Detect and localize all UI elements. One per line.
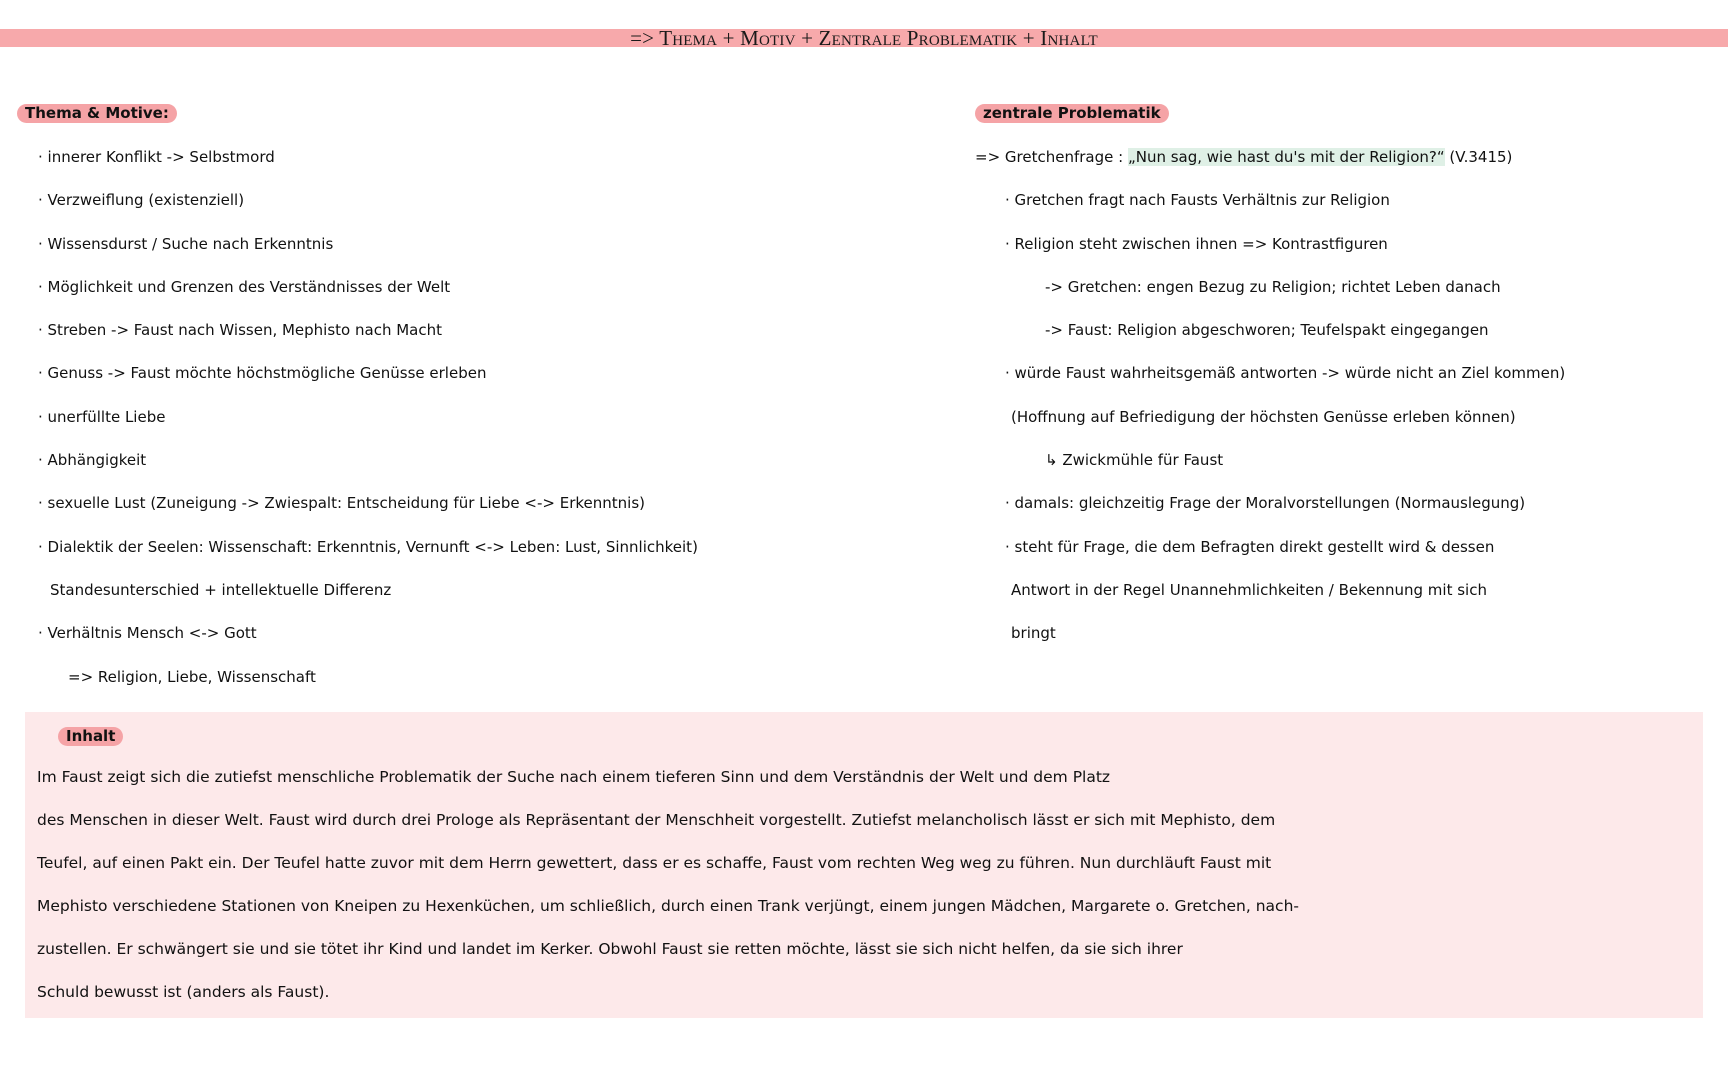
section-heading-inhalt xyxy=(58,726,123,746)
paragraph-line: Mephisto verschiedene Stationen von Kneipen zu Hexenküchen, um schließlich, durch einen Trank verjüngt, einem jungen Mädchen, Margarete o. Gretchen, nach- xyxy=(37,897,1299,915)
page-title: => Thema + Motiv + Zentrale Problematik + Inhalt xyxy=(630,26,1098,50)
list-item: · damals: gleichzeitig Frage der Moralvorstellungen (Normauslegung) xyxy=(1005,494,1526,513)
list-item: · sexuelle Lust (Zuneigung -> Zwiespalt: Entscheidung für Liebe <-> Erkenntnis) xyxy=(38,494,646,513)
list-item: · Abhängigkeit xyxy=(38,451,147,470)
paragraph-line: des Menschen in dieser Welt. Faust wird durch drei Prologe als Repräsentant der Menschheit vorgestellt. Zutiefst melancholisch lässt er sich mit Mephisto, dem xyxy=(37,811,1276,829)
list-item-continuation: Standesunterschied + intellektuelle Differenz xyxy=(50,580,392,599)
list-item: · Wissensdurst / Suche nach Erkenntnis xyxy=(38,234,334,253)
list-item-conclusion: => Religion, Liebe, Wissenschaft xyxy=(68,667,316,686)
list-item: · würde Faust wahrheitsgemäß antworten -> würde nicht an Ziel kommen) xyxy=(1005,364,1566,383)
content-paragraph xyxy=(37,756,1697,1014)
heading-highlight: Thema & Motive: xyxy=(17,104,177,123)
content-section xyxy=(25,712,1703,1018)
heading-highlight: Inhalt xyxy=(58,727,123,746)
list-item: · Möglichkeit und Grenzen des Verständnisses der Welt xyxy=(38,277,451,296)
list-item: · innerer Konflikt -> Selbstmord xyxy=(38,148,275,166)
paragraph-line: Im Faust zeigt sich die zutiefst menschliche Problematik der Suche nach einem tieferen Sinn und dem Verständnis der Welt und dem Platz xyxy=(37,768,1111,786)
verse-reference: (V.3415) xyxy=(1444,148,1513,166)
list-item: · Verzweiflung (existenziell) xyxy=(38,191,245,210)
section-heading-problematik xyxy=(975,103,1169,123)
gretchenfrage-quote: „Nun sag, wie hast du's mit der Religion?“ xyxy=(1127,148,1445,166)
paragraph-line: zustellen. Er schwängert sie und sie tötet ihr Kind und landet im Kerker. Obwohl Faust sie retten möchte, lässt sie sich nicht helfen, da sie sich ihrer xyxy=(37,940,1183,958)
list-item: · Religion steht zwischen ihnen => Kontrastfiguren xyxy=(1005,234,1388,253)
list-item-sub: -> Faust: Religion abgeschworen; Teufelspakt eingegangen xyxy=(1045,321,1489,340)
list-item-continuation: (Hoffnung auf Befriedigung der höchsten Genüsse erleben können) xyxy=(1011,407,1516,426)
list-item: · Verhältnis Mensch <-> Gott xyxy=(38,624,257,643)
gretchenfrage-line xyxy=(975,136,1715,179)
gretchenfrage-label: => Gretchenfrage : xyxy=(975,148,1128,166)
list-item: · Dialektik der Seelen: Wissenschaft: Erkenntnis, Vernunft <-> Leben: Lust, Sinnlichkeit) xyxy=(38,537,698,556)
problematik-list xyxy=(975,136,1715,656)
list-item-continuation: Antwort in der Regel Unannehmlichkeiten / Bekennung mit sich xyxy=(1011,580,1487,599)
paragraph-line: Schuld bewusst ist (anders als Faust). xyxy=(37,983,330,1001)
list-item-sub: -> Gretchen: engen Bezug zu Religion; richtet Leben danach xyxy=(1045,277,1501,296)
list-item: · Genuss -> Faust möchte höchstmögliche Genüsse erleben xyxy=(38,364,487,383)
list-item-continuation: bringt xyxy=(1011,624,1056,643)
paragraph-line: Teufel, auf einen Pakt ein. Der Teufel hatte zuvor mit dem Herrn gewettert, dass er es schaffe, Faust vom rechten Weg weg zu führen. Nun durchläuft Faust mit xyxy=(37,854,1272,872)
themes-list xyxy=(38,136,938,699)
list-item: · Streben -> Faust nach Wissen, Mephisto nach Macht xyxy=(38,321,442,340)
list-item-sub: ↳ Zwickmühle für Faust xyxy=(1045,451,1224,470)
section-heading-themes xyxy=(17,103,177,123)
list-item: · Gretchen fragt nach Fausts Verhältnis zur Religion xyxy=(1005,191,1390,210)
list-item: · unerfüllte Liebe xyxy=(38,407,166,426)
list-item: · steht für Frage, die dem Befragten direkt gestellt wird & dessen xyxy=(1005,537,1495,556)
heading-highlight: zentrale Problematik xyxy=(975,104,1169,123)
